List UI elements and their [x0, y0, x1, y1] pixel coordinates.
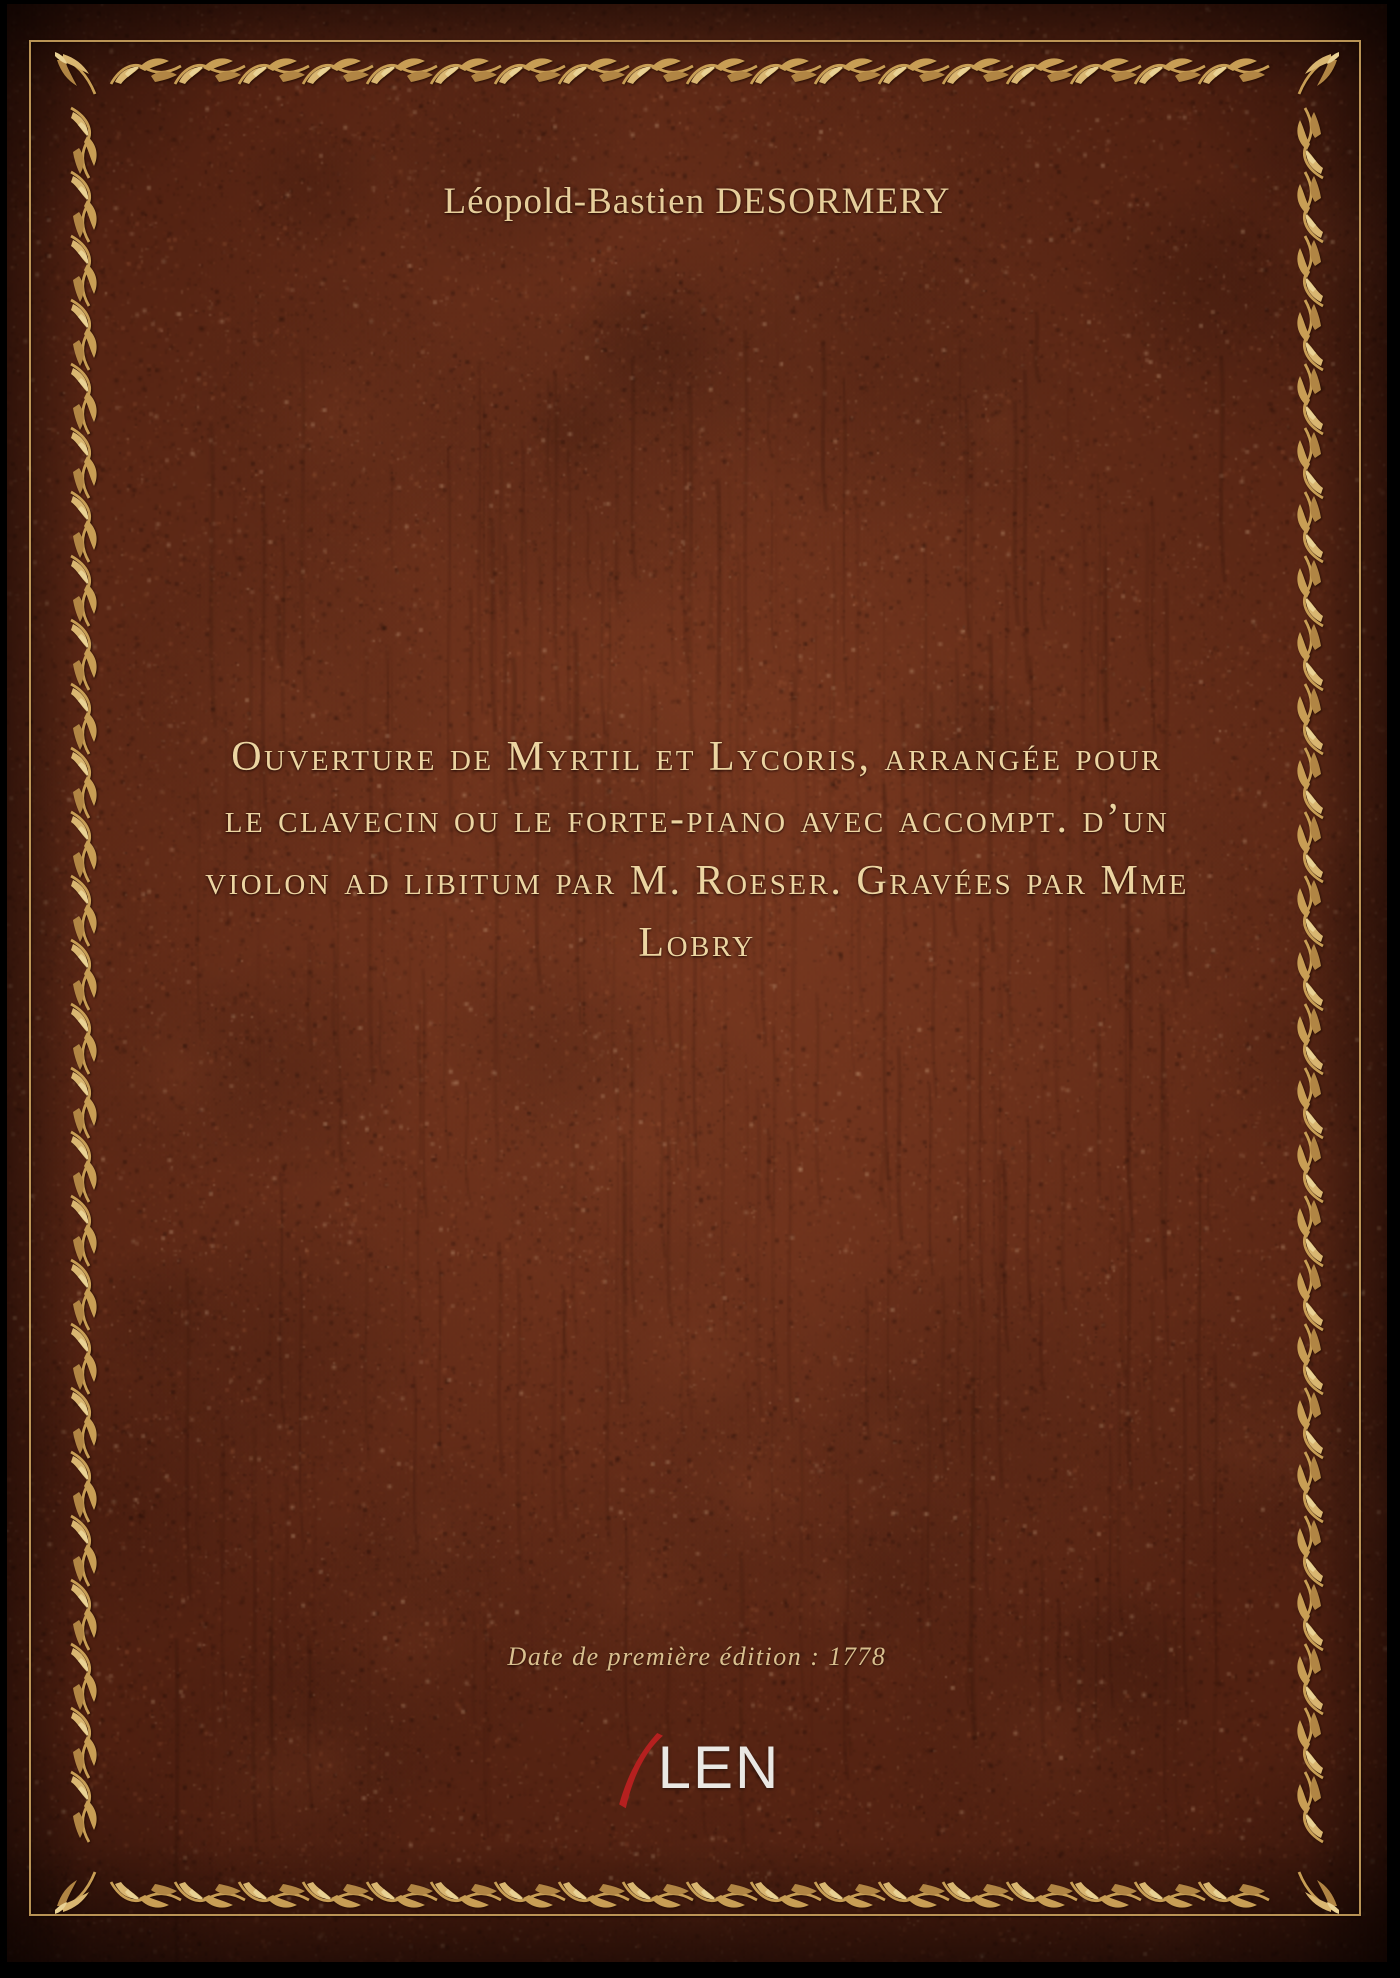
title-line: Ouverture de Myrtil et Lycoris, arrangée pour — [231, 734, 1163, 780]
publisher-logo — [7, 1730, 1387, 1812]
leather-background — [7, 4, 1387, 1962]
edition-date-note: Date de première édition : 1778 — [507, 1642, 887, 1671]
title-line: violon ad libitum par M. Roeser. Gravées par Mme — [205, 858, 1189, 904]
publisher-logo-text: LEN — [657, 1734, 781, 1801]
title-line: Lobry — [638, 920, 756, 966]
author-name: Léopold-Bastien DESORMERY — [443, 181, 951, 222]
book-title — [47, 726, 1347, 974]
title-line: le clavecin ou le forte-piano avec accompt. d’un — [224, 796, 1170, 842]
gold-fillet-frame — [29, 40, 1361, 1916]
